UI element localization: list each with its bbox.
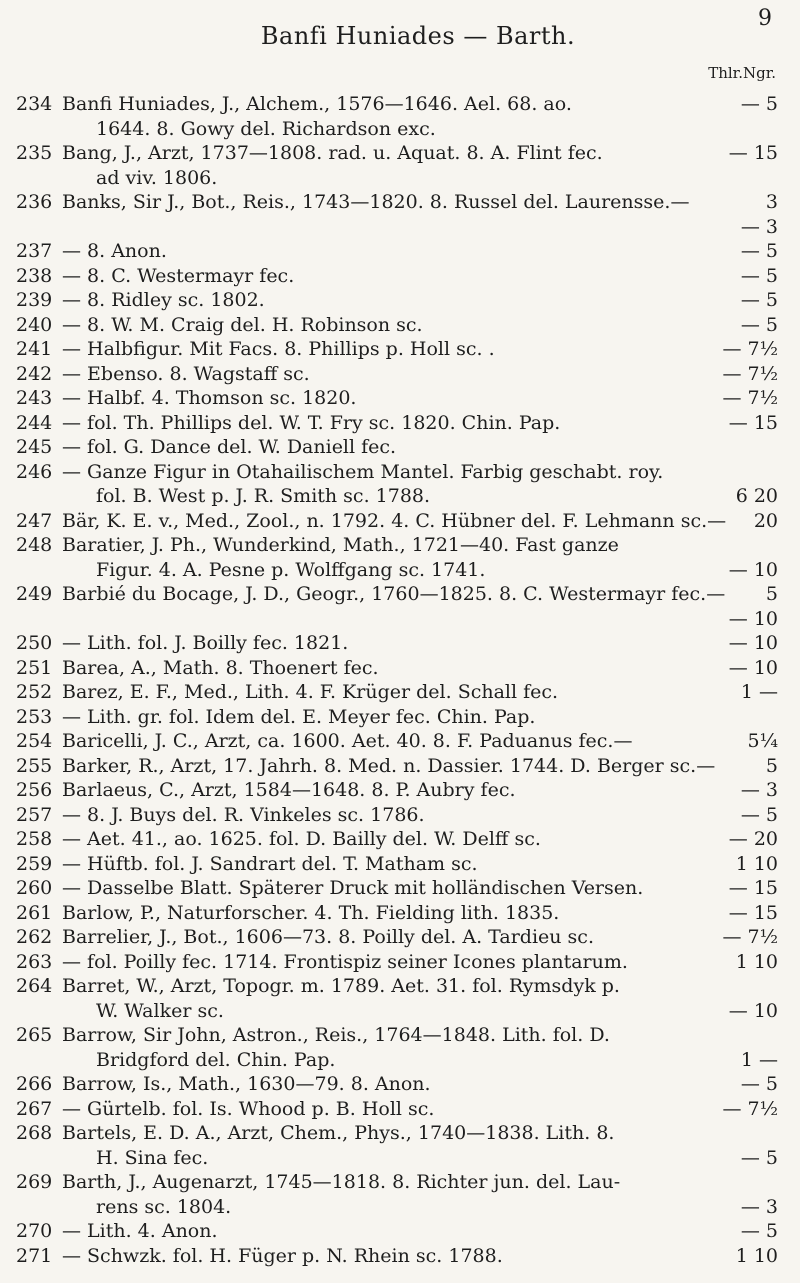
entry-price: 5 bbox=[765, 583, 778, 605]
catalog-entry-line bbox=[0, 92, 800, 117]
entry-price: — 5 bbox=[740, 313, 778, 336]
entry-number: 234 bbox=[16, 93, 53, 115]
catalog-entry-line bbox=[0, 1219, 800, 1244]
catalog-entry-line bbox=[0, 1121, 800, 1146]
entry-text: rens sc. 1804. bbox=[96, 1195, 232, 1218]
entry-text: — 8. Anon. bbox=[62, 240, 167, 262]
entry-price: — 10 bbox=[728, 632, 778, 654]
entry-text: — 8. C. Westermayr fec. bbox=[62, 264, 295, 287]
catalog-entry-line bbox=[0, 607, 800, 632]
entry-text: — Lith. 4. Anon. bbox=[62, 1220, 218, 1242]
entry-price: — 10 bbox=[728, 656, 778, 679]
catalog-entry-line bbox=[0, 288, 800, 313]
catalog-entry-line bbox=[0, 827, 800, 852]
entry-text: — Hüftb. fol. J. Sandrart del. T. Matham sc. bbox=[62, 852, 478, 875]
catalog-entry-line bbox=[0, 803, 800, 828]
entry-number: 248 bbox=[16, 534, 53, 556]
entry-text: — Gürtelb. fol. Is. Whood p. B. Holl sc. bbox=[62, 1097, 435, 1120]
entry-text: — Halbf. 4. Thomson sc. 1820. bbox=[62, 387, 357, 409]
entry-number: 260 bbox=[16, 877, 53, 899]
entry-text: Baricelli, J. C., Arzt, ca. 1600. Aet. 40. 8. F. Paduanus fec.— bbox=[62, 730, 633, 752]
entry-number: 263 bbox=[16, 950, 53, 973]
entry-text: — Halbfigur. Mit Facs. 8. Phillips p. Holl sc. . bbox=[62, 338, 495, 360]
entry-text: Barrelier, J., Bot., 1606—73. 8. Poilly del. A. Tardieu sc. bbox=[62, 926, 594, 948]
entry-number: 259 bbox=[16, 852, 53, 875]
entry-price: — 10 bbox=[728, 999, 778, 1022]
catalog-entries bbox=[0, 92, 800, 1268]
catalog-entry-line bbox=[0, 974, 800, 999]
catalog-entry-line bbox=[0, 754, 800, 779]
entry-number: 244 bbox=[16, 411, 53, 434]
entry-price: — 7½ bbox=[722, 926, 778, 948]
catalog-entry-line bbox=[0, 411, 800, 436]
entry-number: 236 bbox=[16, 191, 53, 213]
entry-text: — fol. Poilly fec. 1714. Frontispiz seiner Icones plantarum. bbox=[62, 950, 628, 973]
entry-number: 268 bbox=[16, 1122, 53, 1144]
entry-number: 265 bbox=[16, 1024, 53, 1046]
entry-price: — 15 bbox=[728, 901, 778, 924]
entry-price: — 7½ bbox=[722, 362, 778, 385]
entry-price: — 15 bbox=[728, 142, 778, 164]
entry-text: Barrow, Sir John, Astron., Reis., 1764—1848. Lith. fol. D. bbox=[62, 1024, 610, 1046]
catalog-entry-line bbox=[0, 876, 800, 901]
entry-text: Barth, J., Augenarzt, 1745—1818. 8. Richter jun. del. Lau- bbox=[62, 1171, 621, 1193]
entry-text: Baratier, J. Ph., Wunderkind, Math., 1721—40. Fast ganze bbox=[62, 534, 619, 556]
entry-text: Barlaeus, C., Arzt, 1584—1648. 8. P. Aubry fec. bbox=[62, 779, 516, 801]
entry-price: — 5 bbox=[740, 1146, 778, 1169]
entry-price: 20 bbox=[753, 509, 778, 532]
entry-text: — Lith. gr. fol. Idem del. E. Meyer fec. Chin. Pap. bbox=[62, 705, 536, 728]
entry-price: — 5 bbox=[740, 1073, 778, 1095]
catalog-entry-line bbox=[0, 582, 800, 607]
entry-price: — 15 bbox=[728, 411, 778, 434]
running-header bbox=[0, 22, 800, 50]
entry-text: — Aet. 41., ao. 1625. fol. D. Bailly del. W. Delff sc. bbox=[62, 828, 541, 850]
entry-number: 252 bbox=[16, 681, 53, 703]
entry-number: 246 bbox=[16, 460, 53, 483]
entry-text: Bär, K. E. v., Med., Zool., n. 1792. 4. C. Hübner del. F. Lehmann sc.— bbox=[62, 509, 727, 532]
entry-price: — 10 bbox=[728, 558, 778, 581]
catalog-entry-line bbox=[0, 558, 800, 583]
entry-price: — 7½ bbox=[722, 338, 778, 360]
entry-number: 243 bbox=[16, 387, 53, 409]
catalog-entry-line bbox=[0, 925, 800, 950]
entry-text: Barrow, Is., Math., 1630—79. 8. Anon. bbox=[62, 1073, 431, 1095]
entry-text: Banfi Huniades, J., Alchem., 1576—1646. Ael. 68. ao. bbox=[62, 93, 572, 115]
catalog-entry-line bbox=[0, 509, 800, 534]
catalog-entry-line bbox=[0, 1072, 800, 1097]
catalog-entry-line bbox=[0, 166, 800, 191]
entry-number: 238 bbox=[16, 264, 53, 287]
entry-price: — 7½ bbox=[722, 387, 778, 409]
catalog-entry-line bbox=[0, 1023, 800, 1048]
catalog-entry-line bbox=[0, 1170, 800, 1195]
entry-text: — 8. J. Buys del. R. Vinkeles sc. 1786. bbox=[62, 803, 425, 826]
entry-price: — 5 bbox=[740, 240, 778, 262]
entry-text: — 8. Ridley sc. 1802. bbox=[62, 289, 265, 311]
entry-price: — 3 bbox=[740, 1195, 778, 1218]
entry-price: — 15 bbox=[728, 877, 778, 899]
entry-text: Barker, R., Arzt, 17. Jahrh. 8. Med. n. Dassier. 1744. D. Berger sc.— bbox=[62, 754, 716, 777]
catalog-entry-line bbox=[0, 264, 800, 289]
entry-text: 1644. 8. Gowy del. Richardson exc. bbox=[96, 117, 436, 140]
entry-price: — 5 bbox=[740, 803, 778, 826]
catalog-entry-line bbox=[0, 1244, 800, 1269]
catalog-entry-line bbox=[0, 362, 800, 387]
entry-price: — 5 bbox=[740, 289, 778, 311]
entry-text: fol. B. West p. J. R. Smith sc. 1788. bbox=[96, 485, 431, 507]
entry-number: 245 bbox=[16, 436, 53, 458]
entry-price: 3 bbox=[765, 191, 778, 213]
entry-text: — fol. G. Dance del. W. Daniell fec. bbox=[62, 436, 397, 458]
entry-text: — Lith. fol. J. Boilly fec. 1821. bbox=[62, 632, 349, 654]
entry-number: 258 bbox=[16, 828, 53, 850]
entry-number: 266 bbox=[16, 1073, 53, 1095]
entry-text: W. Walker sc. bbox=[96, 999, 224, 1022]
entry-text: Figur. 4. A. Pesne p. Wolffgang sc. 1741. bbox=[96, 558, 486, 581]
entry-number: 262 bbox=[16, 926, 53, 948]
catalog-entry-line bbox=[0, 778, 800, 803]
entry-number: 269 bbox=[16, 1171, 53, 1193]
catalog-entry-line bbox=[0, 386, 800, 411]
catalog-entry-line bbox=[0, 337, 800, 362]
catalog-entry-line bbox=[0, 1048, 800, 1073]
catalog-entry-line bbox=[0, 656, 800, 681]
entry-price: 1 10 bbox=[735, 852, 778, 875]
entry-text: — Dasselbe Blatt. Späterer Druck mit holländischen Versen. bbox=[62, 877, 644, 899]
entry-number: 242 bbox=[16, 362, 53, 385]
entry-number: 254 bbox=[16, 730, 53, 752]
entry-text: Bang, J., Arzt, 1737—1808. rad. u. Aquat. 8. A. Flint fec. bbox=[62, 142, 603, 164]
catalog-entry-line bbox=[0, 460, 800, 485]
entry-text: — Ebenso. 8. Wagstaff sc. bbox=[62, 362, 310, 385]
catalog-entry-line bbox=[0, 484, 800, 509]
entry-text: Barret, W., Arzt, Topogr. m. 1789. Aet. 31. fol. Rymsdyk p. bbox=[62, 975, 620, 997]
catalog-entry-line bbox=[0, 950, 800, 975]
catalog-entry-line bbox=[0, 729, 800, 754]
entry-number: 261 bbox=[16, 901, 53, 924]
entry-text: Bartels, E. D. A., Arzt, Chem., Phys., 1740—1838. Lith. 8. bbox=[62, 1122, 615, 1144]
entry-price: — 3 bbox=[740, 215, 778, 238]
entry-price: 1 10 bbox=[735, 950, 778, 973]
entry-price: — 5 bbox=[740, 93, 778, 115]
catalog-entry-line bbox=[0, 239, 800, 264]
page-number: 9 bbox=[758, 6, 772, 31]
entry-text: — fol. Th. Phillips del. W. T. Fry sc. 1820. Chin. Pap. bbox=[62, 411, 561, 434]
entry-text: Barez, E. F., Med., Lith. 4. F. Krüger del. Schall fec. bbox=[62, 681, 559, 703]
entry-price: — 7½ bbox=[722, 1097, 778, 1120]
entry-text: Banks, Sir J., Bot., Reis., 1743—1820. 8. Russel del. Laurensse.— bbox=[62, 191, 690, 213]
currency-column-head: Thlr.Ngr. bbox=[708, 64, 776, 82]
entry-price: 1 — bbox=[740, 1048, 778, 1071]
catalog-entry-line bbox=[0, 215, 800, 240]
entry-number: 241 bbox=[16, 338, 53, 360]
entry-number: 235 bbox=[16, 142, 53, 164]
catalog-entry-line bbox=[0, 117, 800, 142]
entry-text: H. Sina fec. bbox=[96, 1146, 209, 1169]
entry-text: Barlow, P., Naturforscher. 4. Th. Fielding lith. 1835. bbox=[62, 901, 560, 924]
catalog-entry-line bbox=[0, 705, 800, 730]
entry-price: — 3 bbox=[740, 779, 778, 801]
entry-price: 6 20 bbox=[735, 485, 778, 507]
entry-number: 251 bbox=[16, 656, 53, 679]
catalog-entry-line bbox=[0, 1097, 800, 1122]
entry-number: 250 bbox=[16, 632, 53, 654]
entry-text: Barbié du Bocage, J. D., Geogr., 1760—1825. 8. C. Westermayr fec.— bbox=[62, 583, 726, 605]
entry-text: — Schwzk. fol. H. Füger p. N. Rhein sc. 1788. bbox=[62, 1244, 503, 1267]
entry-price: 5 bbox=[765, 754, 778, 777]
catalog-entry-line bbox=[0, 533, 800, 558]
entry-number: 270 bbox=[16, 1220, 53, 1242]
header-title: Banfi Huniades — Barth. bbox=[260, 22, 576, 50]
catalog-entry-line bbox=[0, 313, 800, 338]
entry-number: 255 bbox=[16, 754, 53, 777]
entry-number: 257 bbox=[16, 803, 53, 826]
catalog-entry-line bbox=[0, 1195, 800, 1220]
entry-price: 5¼ bbox=[747, 730, 778, 752]
catalog-entry-line bbox=[0, 999, 800, 1024]
catalog-entry-line bbox=[0, 901, 800, 926]
entry-price: — 20 bbox=[728, 828, 778, 850]
entry-number: 271 bbox=[16, 1244, 53, 1267]
entry-text: Barea, A., Math. 8. Thoenert fec. bbox=[62, 656, 379, 679]
catalog-entry-line bbox=[0, 852, 800, 877]
entry-number: 267 bbox=[16, 1097, 53, 1120]
entry-price: 1 — bbox=[740, 681, 778, 703]
entry-number: 253 bbox=[16, 705, 53, 728]
entry-number: 256 bbox=[16, 779, 53, 801]
catalog-entry-line bbox=[0, 435, 800, 460]
catalog-entry-line bbox=[0, 1146, 800, 1171]
entry-price: — 5 bbox=[740, 1220, 778, 1242]
entry-number: 247 bbox=[16, 509, 53, 532]
entry-price: — 5 bbox=[740, 264, 778, 287]
catalog-entry-line bbox=[0, 190, 800, 215]
entry-price: 1 10 bbox=[735, 1244, 778, 1267]
catalog-entry-line bbox=[0, 631, 800, 656]
entry-price: — 10 bbox=[728, 607, 778, 630]
entry-text: ad viv. 1806. bbox=[96, 166, 218, 189]
entry-text: Bridgford del. Chin. Pap. bbox=[96, 1048, 336, 1071]
catalog-entry-line bbox=[0, 680, 800, 705]
entry-text: — Ganze Figur in Otahailischem Mantel. Farbig geschabt. roy. bbox=[62, 460, 664, 483]
entry-number: 237 bbox=[16, 240, 53, 262]
entry-text: — 8. W. M. Craig del. H. Robinson sc. bbox=[62, 313, 423, 336]
entry-number: 240 bbox=[16, 313, 53, 336]
catalog-entry-line bbox=[0, 141, 800, 166]
entry-number: 249 bbox=[16, 583, 53, 605]
entry-number: 239 bbox=[16, 289, 53, 311]
entry-number: 264 bbox=[16, 975, 53, 997]
